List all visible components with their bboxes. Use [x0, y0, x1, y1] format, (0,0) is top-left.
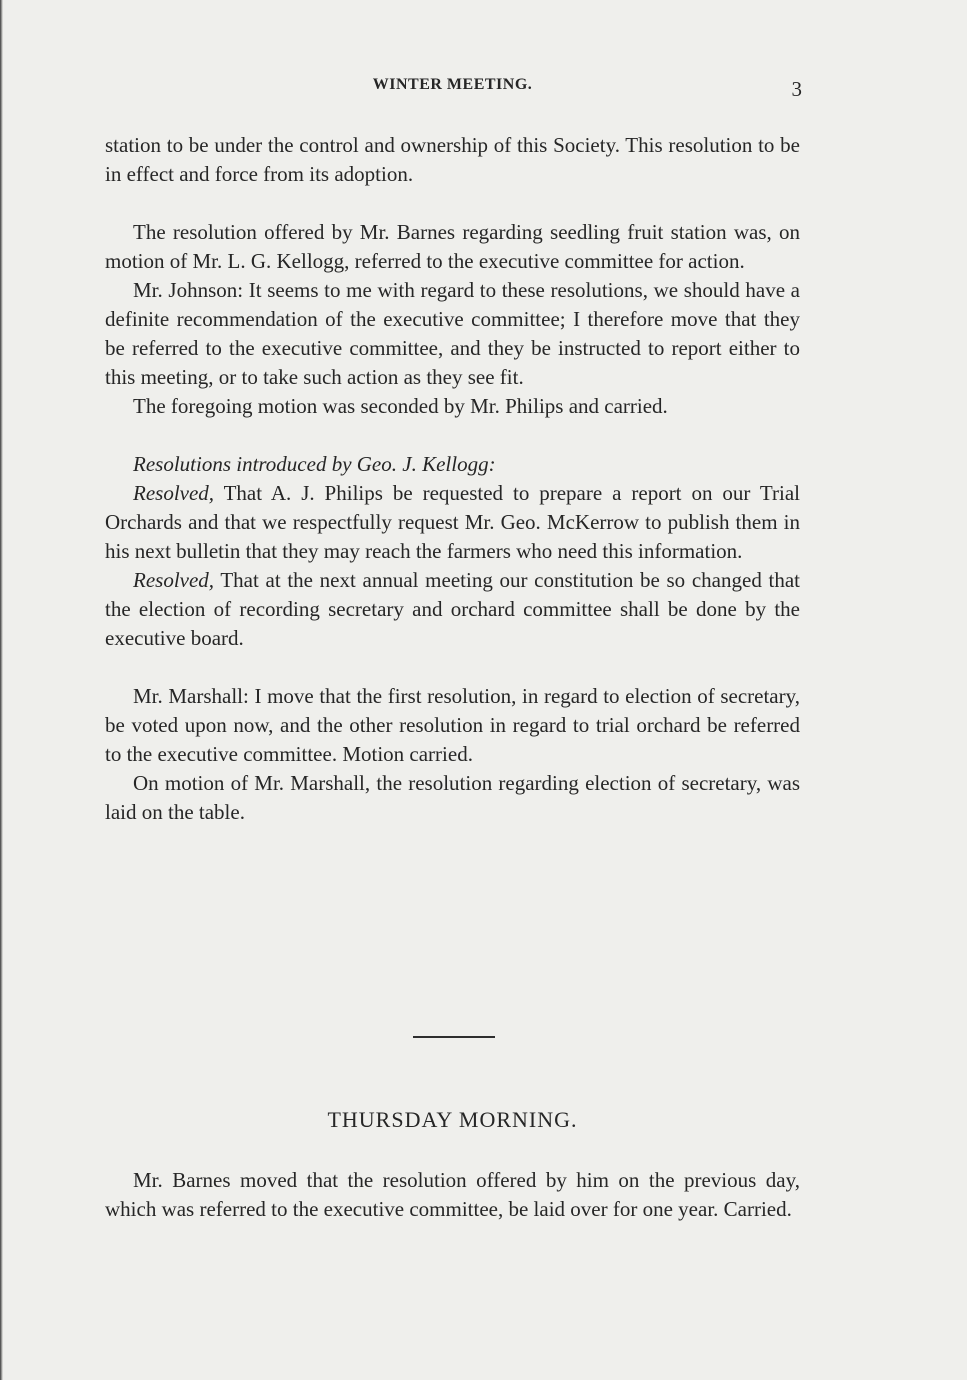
section-text: [105, 1166, 800, 1224]
resolution-1-label: Resolved,: [133, 481, 215, 505]
paragraph-marshall-motion: On motion of Mr. Marshall, the resolution regarding election of secretary, was laid on the table.: [105, 771, 800, 824]
resolution-1-text: That A. J. Philips be requested to prepare a report on our Trial Orchards and that we respectfully request Mr. Geo. McKerrow to publish them in his next bulletin that they may reach the farmers who need this information.: [105, 481, 800, 563]
paragraph-barnes-laid-over: Mr. Barnes moved that the resolution offered by him on the previous day, which was referred to the executive committee, be laid over for one year. Carried.: [105, 1168, 800, 1221]
running-title: WINTER MEETING.: [372, 76, 533, 93]
resolution-1: [105, 479, 800, 566]
resolution-2-text: That at the next annual meeting our constitution be so changed that the election of recording secretary and orchard committee shall be done by the executive board.: [105, 568, 800, 650]
page-number: 3: [791, 77, 802, 101]
paragraph-johnson: Mr. Johnson: It seems to me with regard to these resolutions, we should have a definite recommendation of the executive committee; I therefore move that they be referred to the executive committee, and they be instructed to report either to this meeting, or to take such action as they see fit.: [105, 278, 800, 389]
running-header: [105, 72, 800, 102]
paragraph-continuation: station to be under the control and ownership of this Society. This resolution to be in effect and force from its adoption.: [105, 133, 800, 186]
paragraph-motion-seconded: The foregoing motion was seconded by Mr. Philips and carried.: [133, 394, 668, 418]
paragraph-marshall: Mr. Marshall: I move that the first resolution, in regard to election of secretary, be voted upon now, and the other resolution in regard to trial orchard be referred to the executive committee. Motion carried.: [105, 684, 800, 766]
main-text: [105, 131, 800, 827]
section-divider: [413, 1036, 495, 1038]
resolutions-heading: Resolutions introduced by Geo. J. Kellogg:: [133, 452, 496, 476]
section-title: THURSDAY MORNING.: [327, 1107, 578, 1132]
resolution-2: [105, 566, 800, 653]
page-edge-shadow: [0, 0, 3, 1380]
resolution-2-label: Resolved,: [133, 568, 215, 592]
paragraph-barnes-resolution: The resolution offered by Mr. Barnes regarding seedling fruit station was, on motion of Mr. L. G. Kellogg, referred to the executive committee for action.: [105, 220, 800, 273]
